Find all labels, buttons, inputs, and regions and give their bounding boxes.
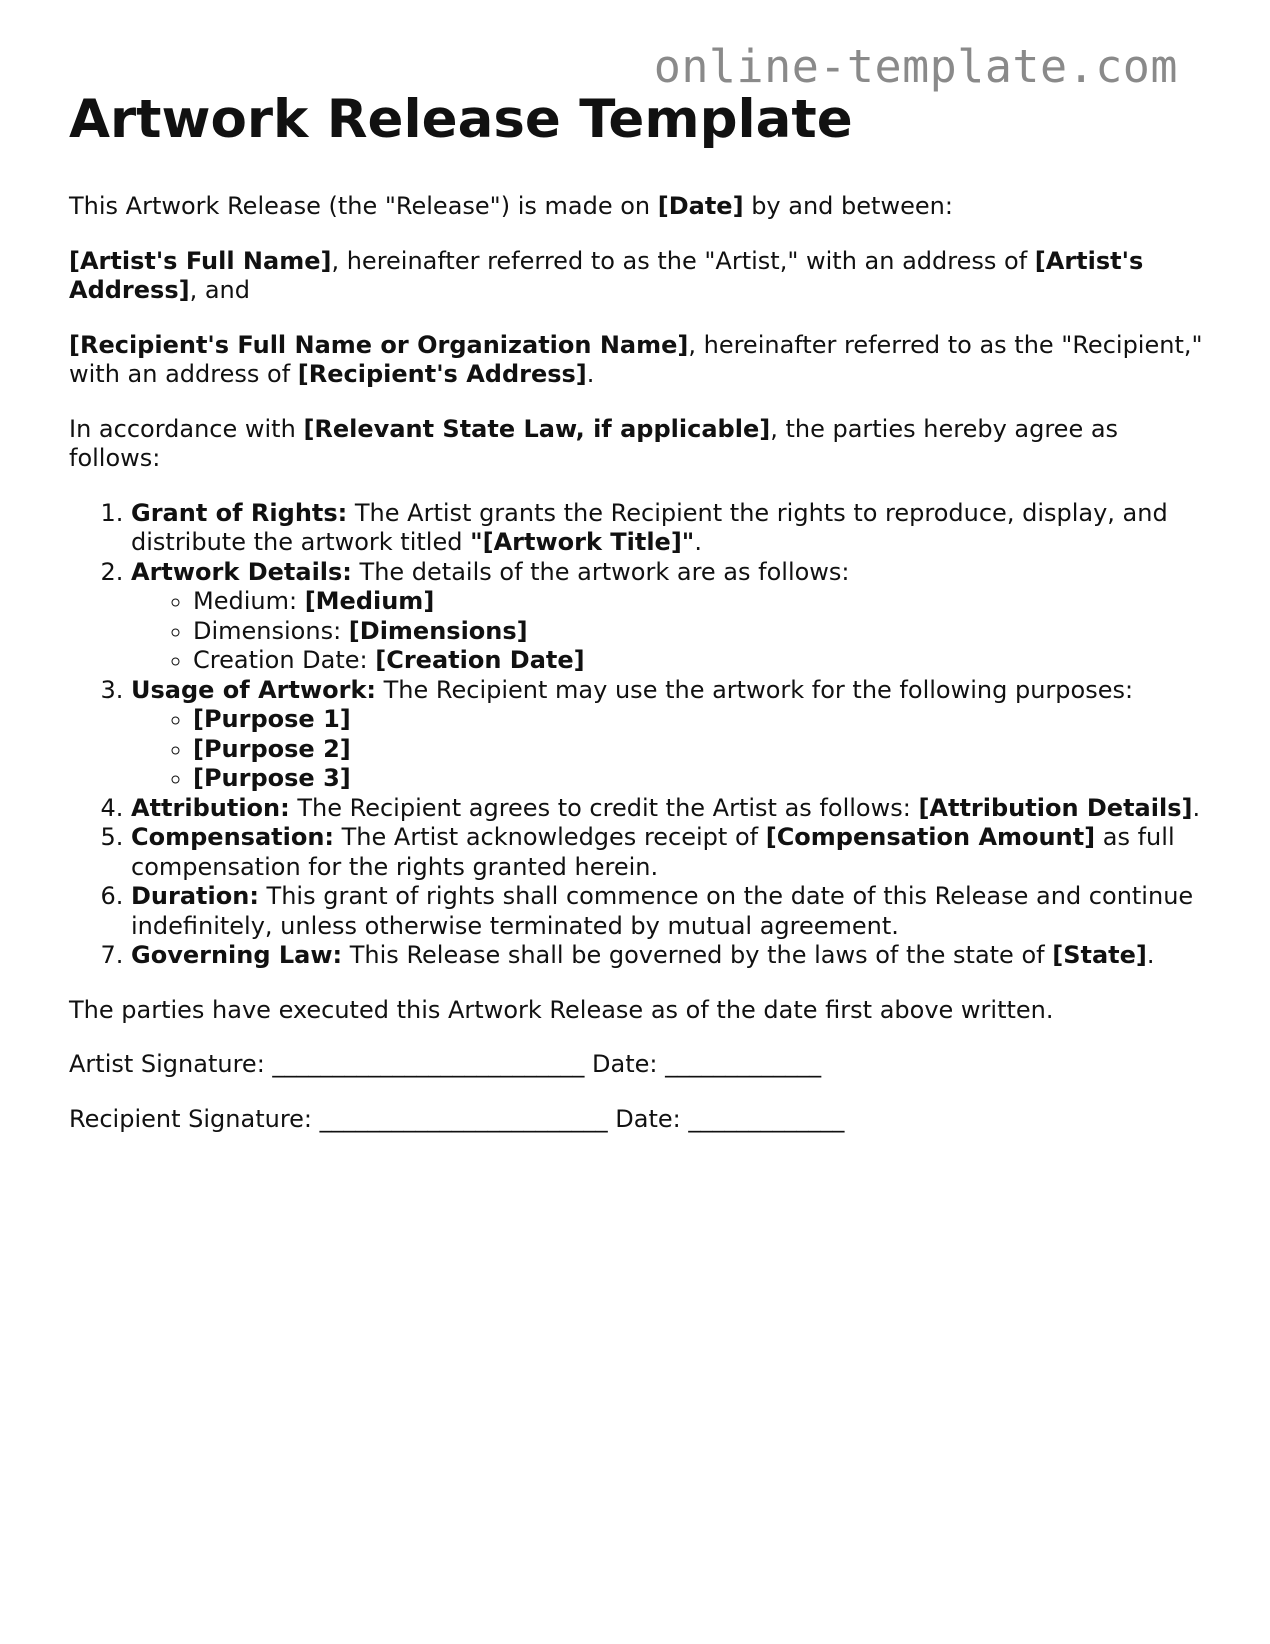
recipient-mid: , hereinafter referred to as the "Recipient," with an address of xyxy=(69,330,1203,388)
usage-sublist xyxy=(131,705,1209,794)
term-governing-law xyxy=(131,941,1209,971)
term-end: . xyxy=(694,528,702,556)
details-sublist xyxy=(131,587,1209,676)
recipient-name-placeholder: [Recipient's Full Name or Organization Name] xyxy=(69,330,689,359)
state-law-placeholder: [Relevant State Law, if applicable] xyxy=(303,414,771,443)
term-text: The Artist acknowledges receipt of xyxy=(334,823,766,851)
recipient-address-placeholder: [Recipient's Address] xyxy=(297,360,587,388)
recipient-paragraph xyxy=(69,331,1209,390)
purpose-placeholder: [Purpose 1] xyxy=(193,705,351,733)
watermark-text: online-template.com xyxy=(653,40,1178,93)
medium-placeholder: [Medium] xyxy=(304,587,435,615)
date-placeholder: [Date] xyxy=(657,192,744,220)
term-end: . xyxy=(1146,941,1155,969)
term-heading: Governing Law: xyxy=(131,941,343,969)
artist-post: , and xyxy=(189,276,251,304)
term-text: The details of the artwork are as follows: xyxy=(351,557,850,586)
term-attribution xyxy=(131,794,1209,824)
term-heading: Attribution: xyxy=(131,793,290,822)
term-text: This grant of rights shall commence on the date of this Release and continue indefinitely, unless otherwise terminated by mutual agreement. xyxy=(131,882,1194,940)
recipient-post: . xyxy=(586,360,595,388)
term-text: This Release shall be governed by the laws of the state of xyxy=(342,941,1053,969)
term-usage-of-artwork xyxy=(131,676,1209,794)
term-end: . xyxy=(1192,793,1201,822)
page-title: Artwork Release Template xyxy=(69,89,853,150)
artist-paragraph xyxy=(69,247,1209,306)
usage-purpose-item xyxy=(193,764,1209,794)
term-heading: Artwork Details: xyxy=(131,557,352,586)
closing-paragraph: The parties have executed this Artwork Release as of the date first above written. xyxy=(69,995,1054,1024)
term-heading: Grant of Rights: xyxy=(131,498,348,527)
term-end: as full compensation for the rights granted herein. xyxy=(131,823,1175,881)
artwork-title-placeholder: "[Artwork Title]" xyxy=(470,528,695,556)
intro-paragraph xyxy=(69,192,1209,222)
detail-creation-date xyxy=(193,646,1209,676)
term-text: The Recipient agrees to credit the Artist as follows: xyxy=(289,793,919,822)
term-text: The Artist grants the Recipient the rights to reproduce, display, and distribute the artwork titled xyxy=(131,498,1168,556)
attribution-placeholder: [Attribution Details] xyxy=(918,793,1193,822)
detail-label: Dimensions: xyxy=(193,616,349,645)
detail-label: Creation Date: xyxy=(193,646,376,674)
purpose-placeholder: [Purpose 2] xyxy=(193,734,351,763)
artist-address-placeholder: [Artist's Address] xyxy=(69,246,1144,304)
detail-dimensions xyxy=(193,617,1209,647)
term-heading: Compensation: xyxy=(131,823,335,851)
term-artwork-details xyxy=(131,558,1209,676)
dimensions-placeholder: [Dimensions] xyxy=(348,616,528,645)
artist-signature-line: Artist Signature: __________________________ Date: _____________ xyxy=(69,1050,822,1078)
artist-name-placeholder: [Artist's Full Name] xyxy=(69,246,332,275)
purpose-placeholder: [Purpose 3] xyxy=(193,764,351,792)
term-compensation xyxy=(131,823,1209,882)
intro-post: by and between: xyxy=(743,192,953,220)
creation-date-placeholder: [Creation Date] xyxy=(375,646,585,674)
term-heading: Usage of Artwork: xyxy=(131,675,377,704)
term-grant-of-rights xyxy=(131,499,1209,558)
intro-pre: This Artwork Release (the "Release") is made on xyxy=(69,192,658,220)
recipient-signature-line: Recipient Signature: ________________________ Date: _____________ xyxy=(69,1104,845,1133)
compensation-placeholder: [Compensation Amount] xyxy=(765,823,1096,851)
usage-purpose-item xyxy=(193,705,1209,735)
usage-purpose-item xyxy=(193,735,1209,765)
term-duration xyxy=(131,882,1209,941)
accordance-post: , the parties hereby agree as follows: xyxy=(69,414,1119,472)
terms-list xyxy=(69,499,1209,971)
state-placeholder: [State] xyxy=(1052,941,1147,969)
term-text: The Recipient may use the artwork for the following purposes: xyxy=(376,675,1134,704)
document xyxy=(69,86,1209,1134)
detail-medium xyxy=(193,587,1209,617)
accordance-paragraph xyxy=(69,415,1209,474)
detail-label: Medium: xyxy=(193,587,305,615)
accordance-pre: In accordance with xyxy=(69,414,304,443)
term-heading: Duration: xyxy=(131,882,259,910)
artist-mid: , hereinafter referred to as the "Artist," with an address of xyxy=(331,246,1035,275)
